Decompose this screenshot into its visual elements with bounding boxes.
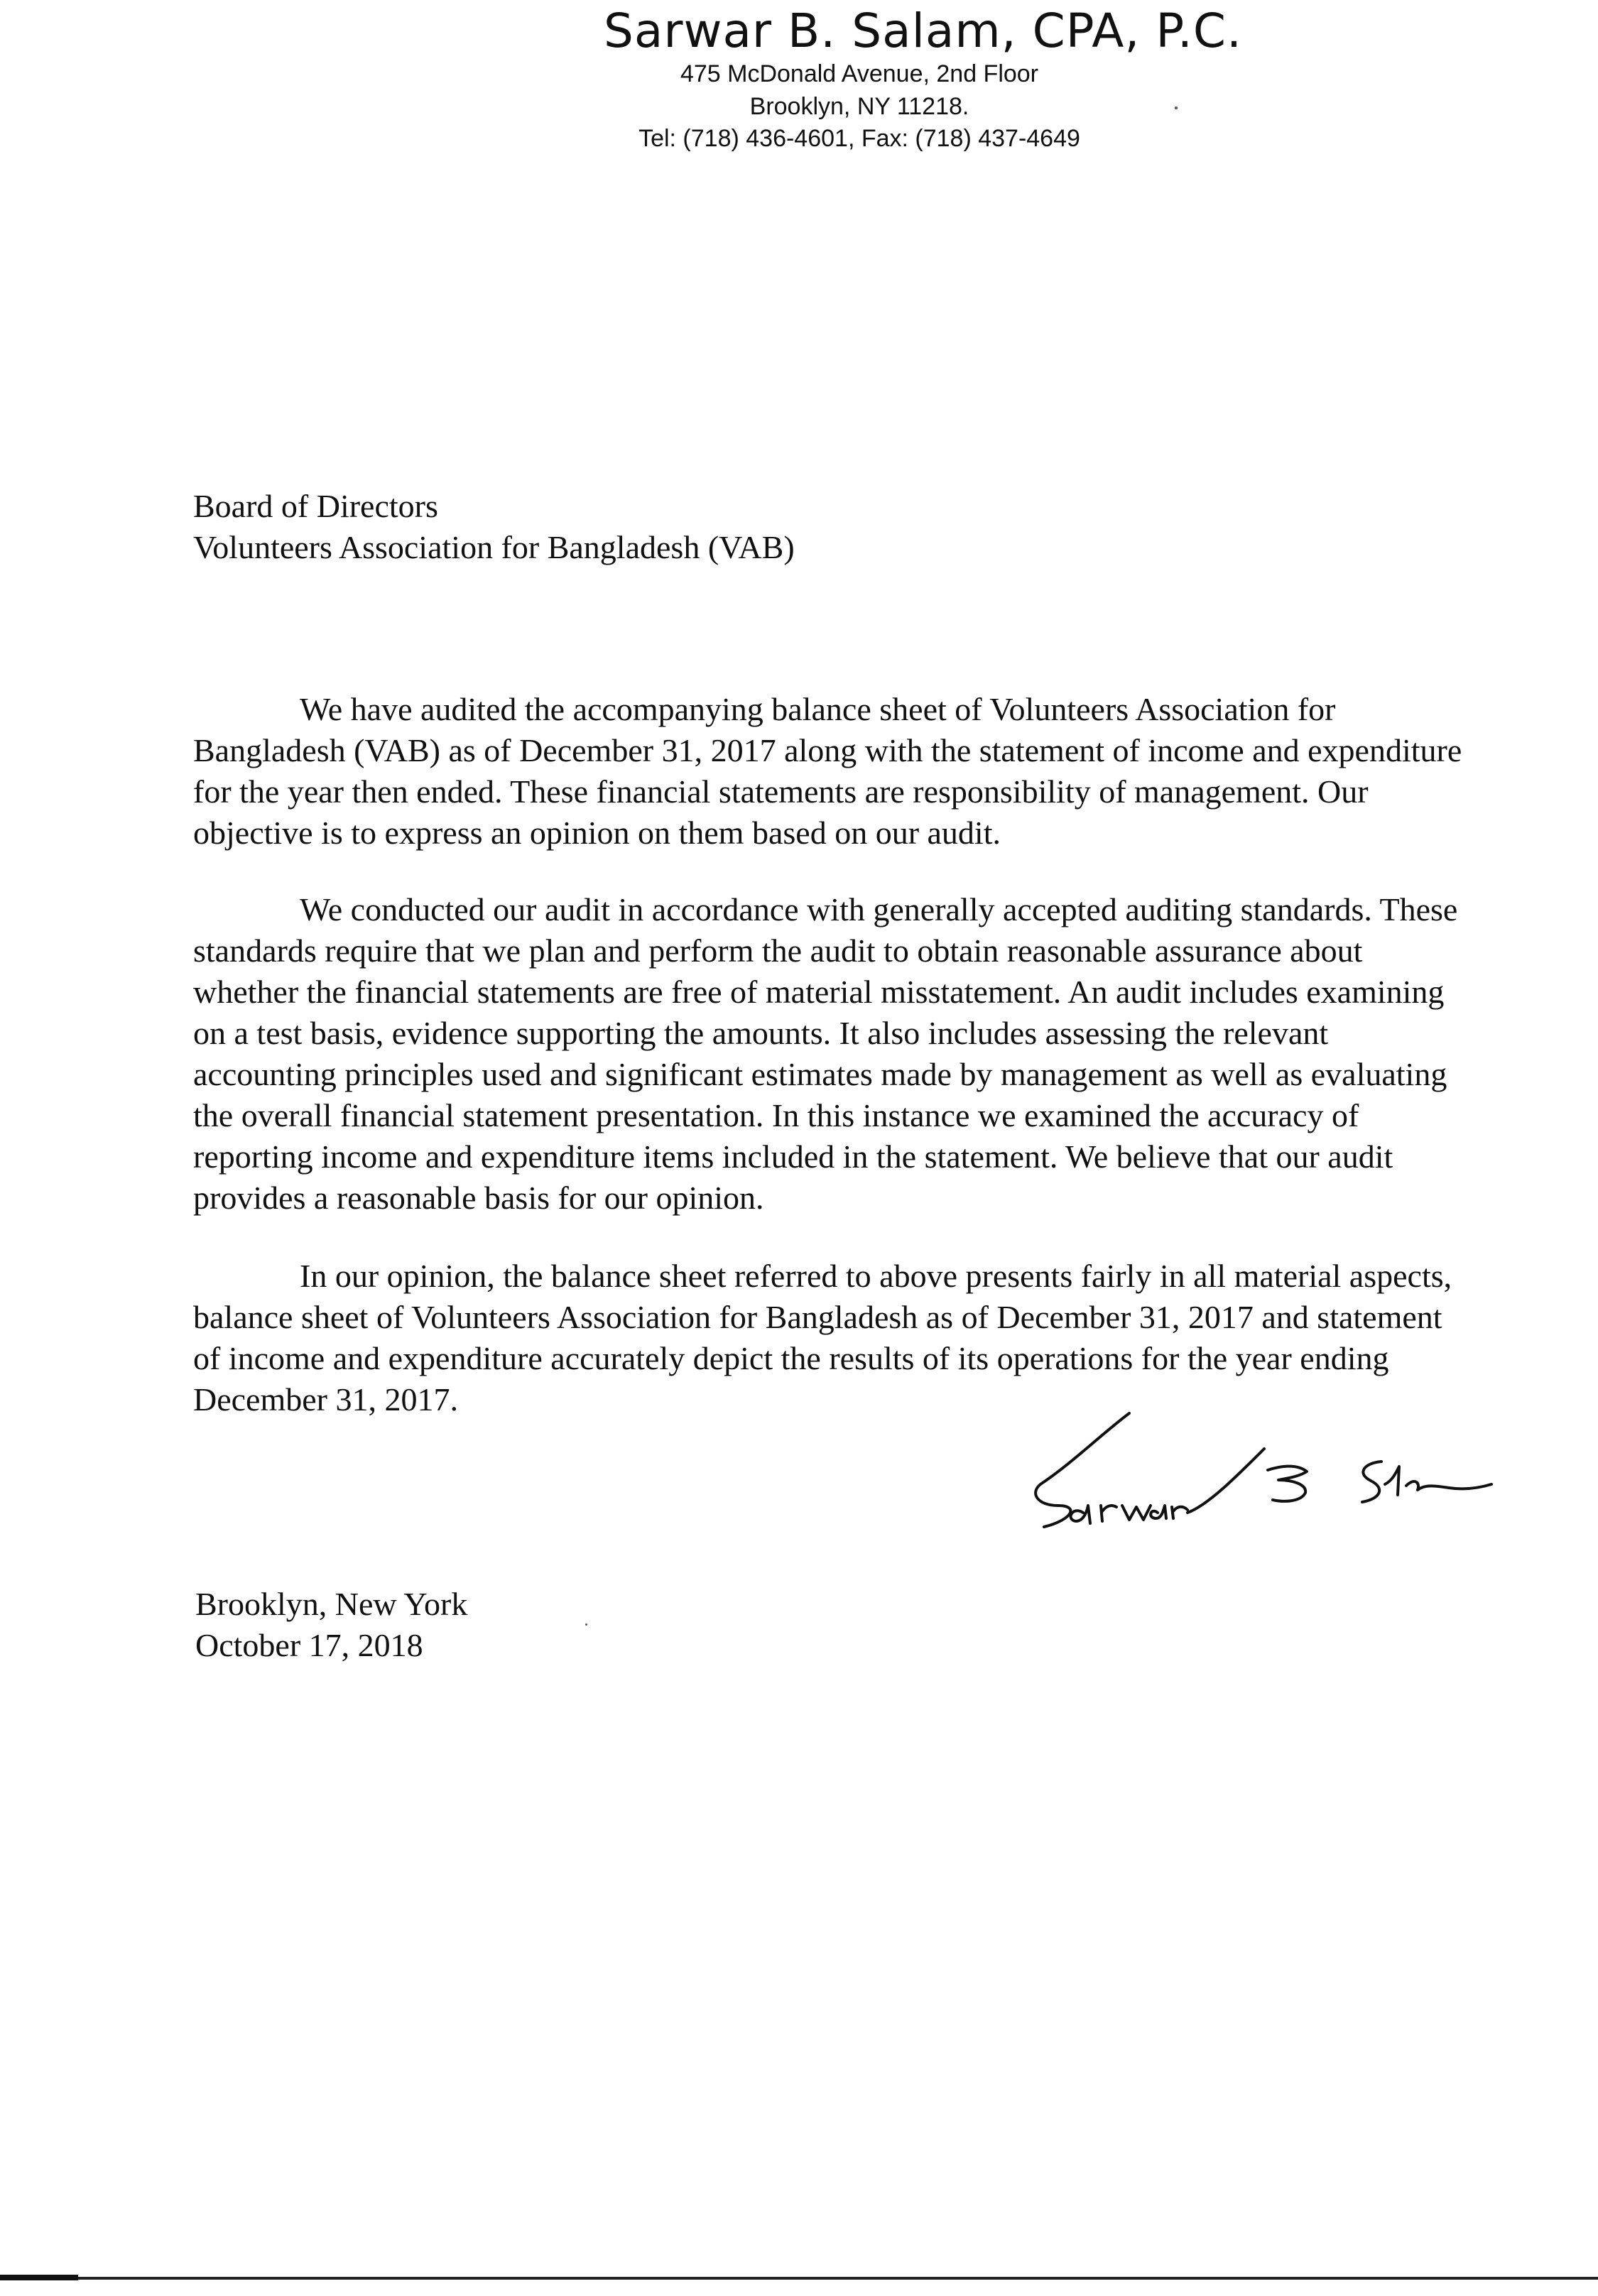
firm-contact: Tel: (718) 436-4601, Fax: (718) 437-4649 bbox=[638, 125, 1080, 152]
paragraph-line: objective is to express an opinion on them based on our audit. bbox=[193, 815, 1001, 851]
firm-address-line1: 475 McDonald Avenue, 2nd Floor bbox=[680, 60, 1039, 87]
firm-address-line2: Brooklyn, NY 11218. bbox=[749, 93, 969, 120]
paragraph-line: on a test basis, evidence supporting the amounts. It also includes assessing the relevant bbox=[193, 1015, 1329, 1051]
addressee-line: Volunteers Association for Bangladesh (VAB) bbox=[193, 529, 795, 565]
handwritten-signature bbox=[1023, 1406, 1506, 1548]
scan-speck bbox=[1175, 107, 1178, 109]
paragraph-line: the overall financial statement presentation. In this instance we examined the accuracy of bbox=[193, 1097, 1359, 1133]
paragraph-audit-scope bbox=[193, 689, 1585, 854]
paragraph-line: balance sheet of Volunteers Association for Bangladesh as of December 31, 2017 and statement bbox=[193, 1299, 1442, 1335]
signing-place: Brooklyn, New York bbox=[195, 1586, 468, 1622]
paragraph-line: reporting income and expenditure items included in the statement. We believe that our audit bbox=[193, 1138, 1393, 1175]
paragraph-line: December 31, 2017. bbox=[193, 1381, 458, 1418]
scan-edge-mark bbox=[0, 2275, 78, 2280]
scan-speck bbox=[585, 1623, 587, 1626]
addressee-line: Board of Directors bbox=[193, 488, 438, 524]
paragraph-line: In our opinion, the balance sheet referred to above presents fairly in all material aspects, bbox=[300, 1258, 1452, 1294]
paragraph-line: accounting principles used and significant estimates made by management as well as evaluating bbox=[193, 1056, 1447, 1092]
paragraph-line: We have audited the accompanying balance sheet of Volunteers Association for bbox=[300, 691, 1336, 727]
paragraph-line: of income and expenditure accurately depict the results of its operations for the year ending bbox=[193, 1340, 1389, 1376]
paragraph-audit-standards bbox=[193, 889, 1585, 1219]
paragraph-line: Bangladesh (VAB) as of December 31, 2017 along with the statement of income and expenditure bbox=[193, 732, 1462, 768]
closing-block bbox=[195, 1584, 467, 1666]
paragraph-line: whether the financial statements are free of material misstatement. An audit includes examining bbox=[193, 974, 1445, 1010]
paragraph-line: We conducted our audit in accordance with generally accepted auditing standards. These bbox=[300, 891, 1458, 927]
paragraph-opinion bbox=[193, 1256, 1585, 1420]
addressee-block bbox=[193, 486, 795, 568]
paragraph-line: for the year then ended. These financial statements are responsibility of management. Our bbox=[193, 773, 1369, 810]
signing-date: October 17, 2018 bbox=[195, 1627, 423, 1663]
paragraph-line: standards require that we plan and perform the audit to obtain reasonable assurance about bbox=[193, 932, 1363, 969]
paragraph-line: provides a reasonable basis for our opinion. bbox=[193, 1180, 764, 1216]
firm-name: Sarwar B. Salam, CPA, P.C. bbox=[604, 4, 1242, 58]
scan-edge-line bbox=[0, 2277, 1598, 2280]
